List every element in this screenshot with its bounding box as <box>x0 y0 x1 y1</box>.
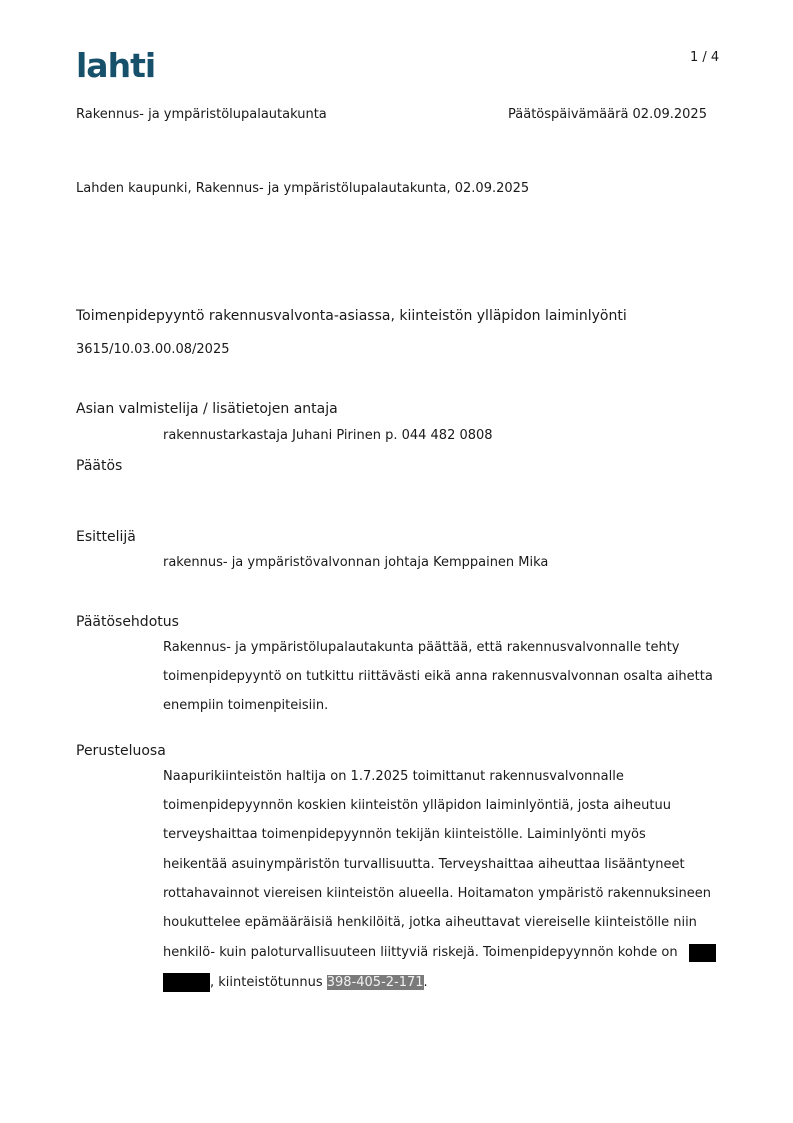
lahti-logo: lahti <box>76 46 156 85</box>
proposal-line: Rakennus- ja ympäristölupalautakunta päättää, että rakennusvalvonnalle tehty <box>163 640 680 655</box>
sentence-end: . <box>423 975 428 990</box>
presenter-value: rakennus- ja ympäristövalvonnan johtaja Kemppainen Mika <box>163 555 549 570</box>
rationale-line: heikentää asuinympäristön turvallisuutta. Terveyshaittaa aiheuttaa lisääntyneet <box>163 857 685 872</box>
proposal-line: enempiin toimenpiteisiin. <box>163 698 329 713</box>
intro-line: Lahden kaupunki, Rakennus- ja ympäristölupalautakunta, 02.09.2025 <box>76 181 530 196</box>
redaction-block <box>689 944 716 962</box>
rationale-line: rottahavainnot viereisen kiinteistön alueella. Hoitamaton ympäristö rakennuksineen <box>163 886 712 901</box>
case-id: 3615/10.03.00.08/2025 <box>76 342 230 357</box>
preparer-heading: Asian valmistelija / lisätietojen antaja <box>76 401 338 417</box>
rationale-line: toimenpidepyynnön koskien kiinteistön ylläpidon laiminlyöntiä, josta aiheutuu <box>163 798 671 813</box>
proposal-line: toimenpidepyyntö on tutkittu riittävästi eikä anna rakennusvalvonnan osalta aihetta <box>163 669 713 684</box>
header-board-name: Rakennus- ja ympäristölupalautakunta <box>76 107 327 122</box>
header-decision-date: Päätöspäivämäärä 02.09.2025 <box>508 107 707 122</box>
rationale-last-line <box>210 975 428 990</box>
redaction-block <box>163 973 210 992</box>
rationale-line: houkuttelee epämääräisiä henkilöitä, jotka aiheuttavat viereiselle kiinteistölle niin <box>163 915 697 930</box>
rationale-heading: Perusteluosa <box>76 743 166 759</box>
rationale-line: henkilö- kuin paloturvallisuuteen liittyviä riskejä. Toimenpidepyynnön kohde on <box>163 945 678 960</box>
document-title: Toimenpidepyyntö rakennusvalvonta-asiassa, kiinteistön ylläpidon laiminlyönti <box>76 308 627 324</box>
property-id-highlight: 398-405-2-171 <box>326 975 424 990</box>
preparer-value: rakennustarkastaja Juhani Pirinen p. 044 482 0808 <box>163 428 493 443</box>
presenter-heading: Esittelijä <box>76 529 136 545</box>
rationale-line: terveyshaittaa toimenpidepyynnön tekijän kiinteistölle. Laiminlyönti myös <box>163 827 646 842</box>
proposal-heading: Päätösehdotus <box>76 614 179 630</box>
page-number: 1 / 4 <box>690 50 720 65</box>
rationale-line: Naapurikiinteistön haltija on 1.7.2025 toimittanut rakennusvalvonnalle <box>163 769 624 784</box>
property-id-label: , kiinteistötunnus <box>210 975 327 990</box>
decision-heading: Päätös <box>76 458 123 474</box>
